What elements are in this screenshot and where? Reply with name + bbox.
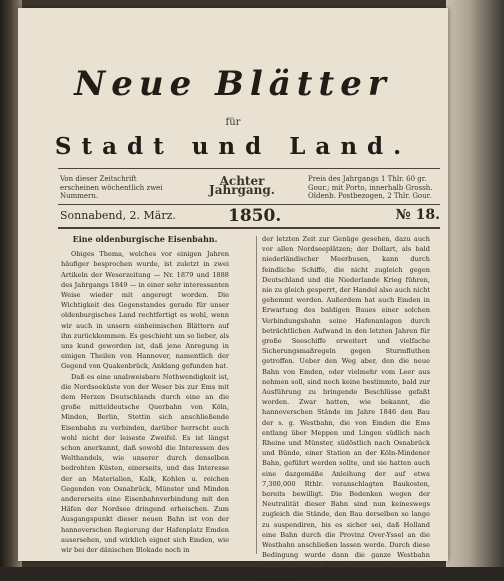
column-divider bbox=[256, 236, 257, 554]
dateline-rule bbox=[58, 227, 440, 229]
article-paragraph: der letzten Zeit zur Genüge gesehen, dazu auch vor allen Nordseeplätzen; der Dollart, als bald niederländischer Meerbusen, kann durch feindliche Schiffe, die nicht zugleich gegen Deutschland und die Niederlande Krieg führen, nie zu gleich gesperrt, der Handel also auch nicht gehemmt werden. Außerdem hat auch Emden in Erwartung des baldigen Baues einer solchen Verbindungsbahn seine Hafenanlagen durch beträchtlichen Aufwand in den letzten Jahren für große Seeschiffe erweitert und vielfache Sicherungsmaßregeln gegen Sturmfluthen getroffen. Ueber den Weg aber, den die neue Bahn von Emden, oder vielmehr vom Leer aus nehmen soll, sind noch keine bestimmte, bald zur Ausführung zu bringende Beschlüsse gefaßt worden. Zwar hatten, wie bekannt, die hannoverschen Stände im Jahre 1846 den Bau der s. g. Westbahn, die von Emden die Ems entlang über Meppen und Lingen südlich nach Rheine und Münster, südöstlich nach Osnabrück und Bünde, einer Station an der Köln-Mindener Bahn, geführt werden sollte, und sie hatten auch eine dazgemäße Anleihung der auf etwa 7,300,000 Rthlr. veranschlagten Baukosten, bereits bewilligt. Die Bedenken wegen der Neutralität dieser Bahn sind nun keineswegs zugleich die Stände, den Bau derselben so lange zu suspendiren, bis es sicher sei, daß Holland eine Bahn durch die Provinz Over-Yssel an die Westbahn anschließen lassen werde. Durch diese Bedingung wurde dann die ganze Westbahn wieder in weite Ferne geschoben, denn dem Interesse bbox=[262, 235, 430, 580]
masthead-subtitle: Stadt und Land. bbox=[54, 133, 412, 160]
article-paragraph: Daß es eine unabweisbare Nothwendigkeit ist, die Nordseeküste von der Weser bis zur Ems mit dem Herzen Deutschlands durch eine an die große mitteldeutsche Querbahn von Köln, Minden, Berlin, Stettin sich anschließende Eisenbahn zu verbinden, darüber herrscht auch wohl nicht der leiseste Zweifel. Es ist längst schon anerkannt, daß sowohl die Interessen des Welthandels, wie unserer durch denselben bedrohten Küsten, einerseits, und das Interesse der an Materialien, Kalk, Kohlen u. reichen Gegenden von Osnabrück, Münster und Minden andererseits eine Eisenbahnverbindung mit den Häfen der Nordsee dringend erheischen. Zum Ausgangspunkt dieser neuen Bahn ist von der hannoverschen Regierung der Hafenplatz Emden ausersehen, und wirklich eignet sich Emden, wie wir bei der dänischen Blokade noch in bbox=[61, 372, 229, 555]
article-column-left bbox=[61, 234, 229, 559]
newspaper-page bbox=[18, 8, 448, 580]
issue-number: № 18. bbox=[395, 207, 440, 223]
issue-year: 1850. bbox=[228, 206, 282, 226]
book-cover-edge bbox=[446, 0, 504, 567]
issue-date: Sonnabend, 2. März. bbox=[60, 209, 176, 222]
article-title: Eine oldenburgische Eisenbahn. bbox=[72, 234, 218, 244]
info-rule bbox=[58, 204, 440, 205]
masthead-fuer: für bbox=[225, 117, 241, 128]
volume-year: Achter Jahrgang. bbox=[209, 174, 275, 197]
dateline bbox=[60, 206, 442, 226]
article-column-right bbox=[262, 234, 430, 580]
article-paragraph: Obiges Thema, welches vor einigen Jahren häufiger besprochen wurde, ist zuletzt in zwei Artikeln der Weserzeitung — Nr. 1879 und 1888 des Jahrgangs 1849 — in einer sehr interessanten Weise wieder mit angeregt worden. Die Wichtigkeit des Gegenstandes gerade für unser oldenburgisches Land rechtfertigt es wohl, wenn wir auch in unsern einheimischen Blättern auf ihn zurückkommen. Es geschieht um so lieber, als uns kund geworden ist, daß jene Anregung in einigen Theilen von Hannover, namentlich der Gegend von Quakenbrück, Anklang gefunden hat. bbox=[61, 250, 229, 371]
top-rule bbox=[58, 168, 440, 169]
publication-frequency: Von dieser Zeitschrift erscheinen wöchentlich zwei Nummern. bbox=[60, 175, 163, 200]
masthead-title: Neue Blätter bbox=[74, 64, 392, 104]
subscription-price: Preis des Jahrgangs 1 Thlr. 60 gr. Gour.; mit Porto, innerhalb Grossh. Oldenb. Postbezogen, 2 Thlr. Gour. bbox=[308, 175, 433, 200]
